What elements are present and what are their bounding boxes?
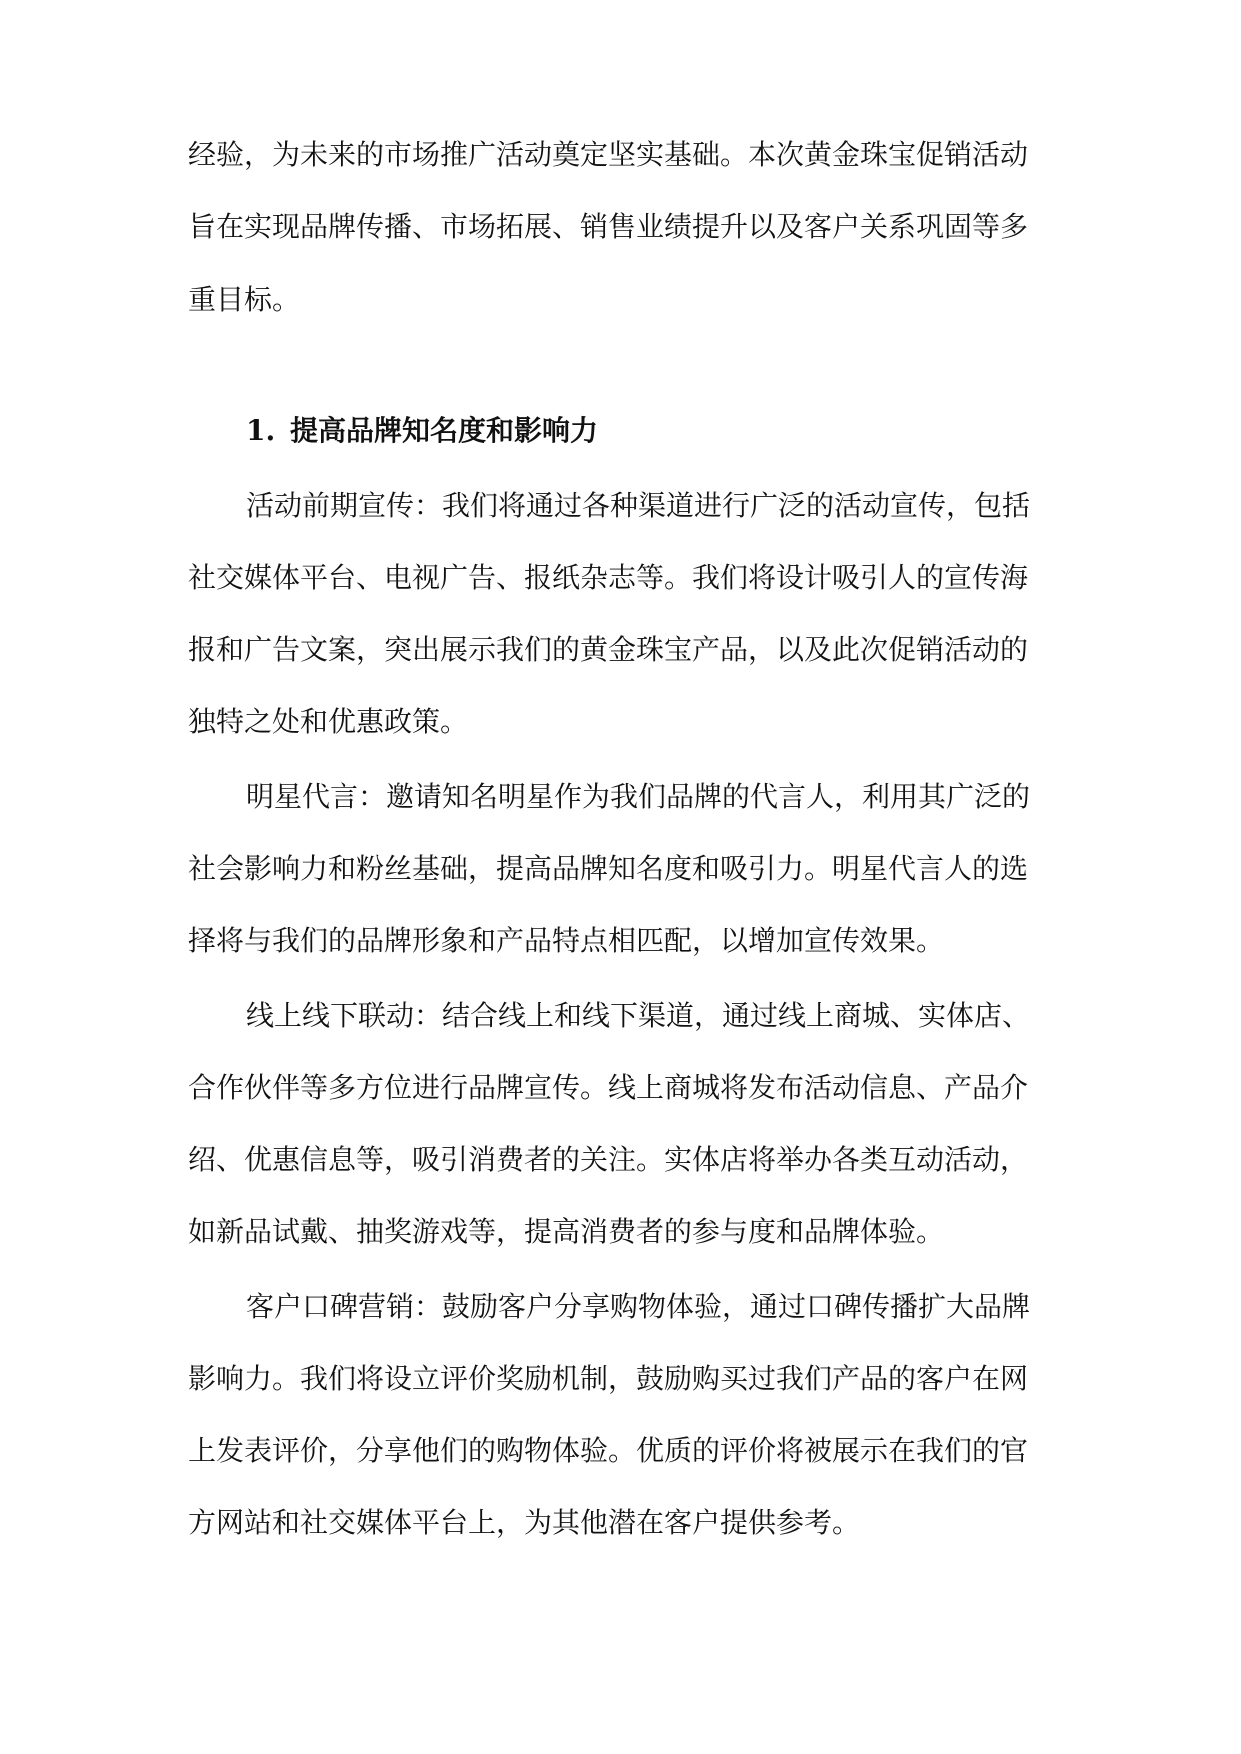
paragraph-2-line-2: 社会影响力和粉丝基础，提高品牌知名度和吸引力。明星代言人的选 [188, 852, 1029, 885]
intro-line-1: 经验，为未来的市场推广活动奠定坚实基础。本次黄金珠宝促销活动 [188, 138, 1029, 171]
paragraph-1-line-1: 活动前期宣传：我们将通过各种渠道进行广泛的活动宣传，包括 [246, 489, 1031, 522]
paragraph-2-line-3: 择将与我们的品牌形象和产品特点相匹配，以增加宣传效果。 [188, 924, 945, 957]
paragraph-1-line-2: 社交媒体平台、电视广告、报纸杂志等。我们将设计吸引人的宣传海 [188, 561, 1029, 594]
paragraph-1-line-4: 独特之处和优惠政策。 [188, 705, 469, 738]
paragraph-4-line-4: 方网站和社交媒体平台上，为其他潜在客户提供参考。 [188, 1506, 861, 1539]
section-heading [246, 411, 598, 451]
paragraph-4-line-1: 客户口碑营销：鼓励客户分享购物体验，通过口碑传播扩大品牌 [246, 1290, 1031, 1323]
paragraph-4-line-2: 影响力。我们将设立评价奖励机制，鼓励购买过我们产品的客户在网 [188, 1362, 1029, 1395]
intro-line-3: 重目标。 [188, 283, 301, 316]
paragraph-3-line-3: 绍、优惠信息等，吸引消费者的关注。实体店将举办各类互动活动， [188, 1143, 1029, 1176]
paragraph-2-line-1: 明星代言：邀请知名明星作为我们品牌的代言人，利用其广泛的 [246, 780, 1031, 813]
paragraph-3-line-4: 如新品试戴、抽奖游戏等，提高消费者的参与度和品牌体验。 [188, 1215, 945, 1248]
paragraph-3-line-1: 线上线下联动：结合线上和线下渠道，通过线上商城、实体店、 [246, 999, 1031, 1032]
section-number: 1. [246, 414, 276, 447]
paragraph-4-line-3: 上发表评价，分享他们的购物体验。优质的评价将被展示在我们的官 [188, 1434, 1029, 1467]
intro-line-2: 旨在实现品牌传播、市场拓展、销售业绩提升以及客户关系巩固等多 [188, 210, 1029, 243]
paragraph-3-line-2: 合作伙伴等多方位进行品牌宣传。线上商城将发布活动信息、产品介 [188, 1071, 1029, 1104]
section-title: 提高品牌知名度和影响力 [290, 414, 599, 447]
paragraph-1-line-3: 报和广告文案，突出展示我们的黄金珠宝产品，以及此次促销活动的 [188, 633, 1029, 666]
